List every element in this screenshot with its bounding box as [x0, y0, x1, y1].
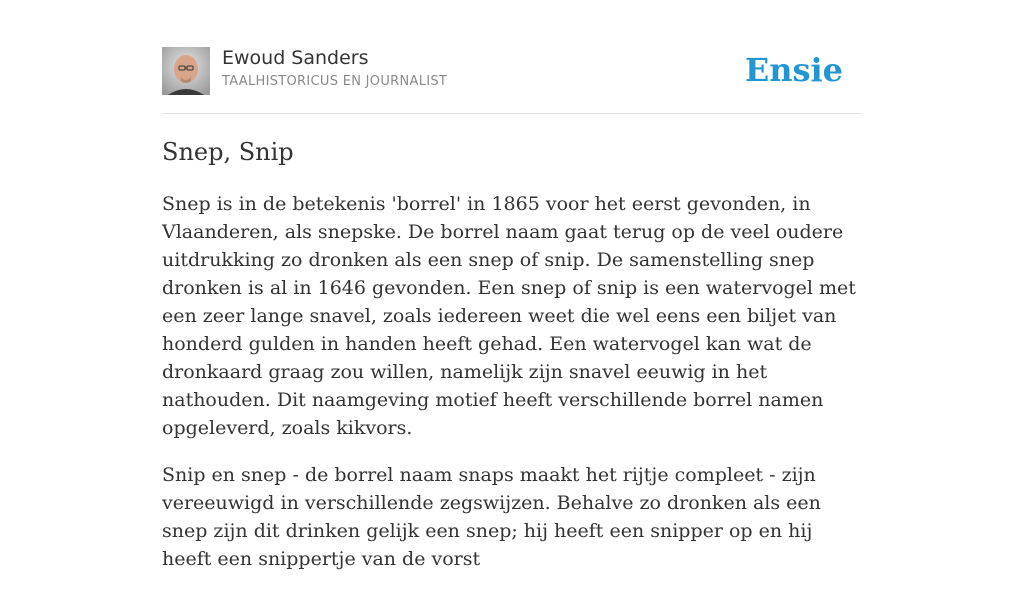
article-body: [162, 190, 862, 592]
author-name[interactable]: Ewoud Sanders: [222, 47, 369, 69]
article-title: Snep, Snip: [162, 138, 294, 166]
author-header: [162, 46, 862, 96]
article-paragraph: Snip en snep - de borrel naam snaps maakt het rijtje compleet - zijn vereeuwigd in verschillende zegswijzen. Behalve zo dronken als een snep zijn dit drinken gelijk een snep; hij heeft een snipper op en hij heeft een snippertje van de vorst: [162, 464, 821, 570]
header-divider: [162, 113, 862, 114]
avatar-portrait-icon: [162, 47, 210, 95]
author-avatar[interactable]: [162, 47, 210, 95]
article-paragraph: Snep is in de betekenis 'borrel' in 1865 voor het eerst gevonden, in Vlaanderen, als snepske. De borrel naam gaat terug op de veel oudere uitdrukking zo dronken als een snep of snip. De samenstelling snep dronken is al in 1646 gevonden. Een snep of snip is een watervogel met een zeer lange snavel, zoals iedereen weet die wel eens een biljet van honderd gulden in handen heeft gehad. Een watervogel kan wat de dronkaard graag zou willen, namelijk zijn snavel eeuwig in het nathouden. Dit naamgeving motief heeft verschillende borrel namen opgeleverd, zoals kikvors.: [162, 193, 856, 439]
ensie-logo[interactable]: Ensie: [744, 51, 843, 89]
author-role: TAALHISTORICUS EN JOURNALIST: [222, 74, 448, 89]
